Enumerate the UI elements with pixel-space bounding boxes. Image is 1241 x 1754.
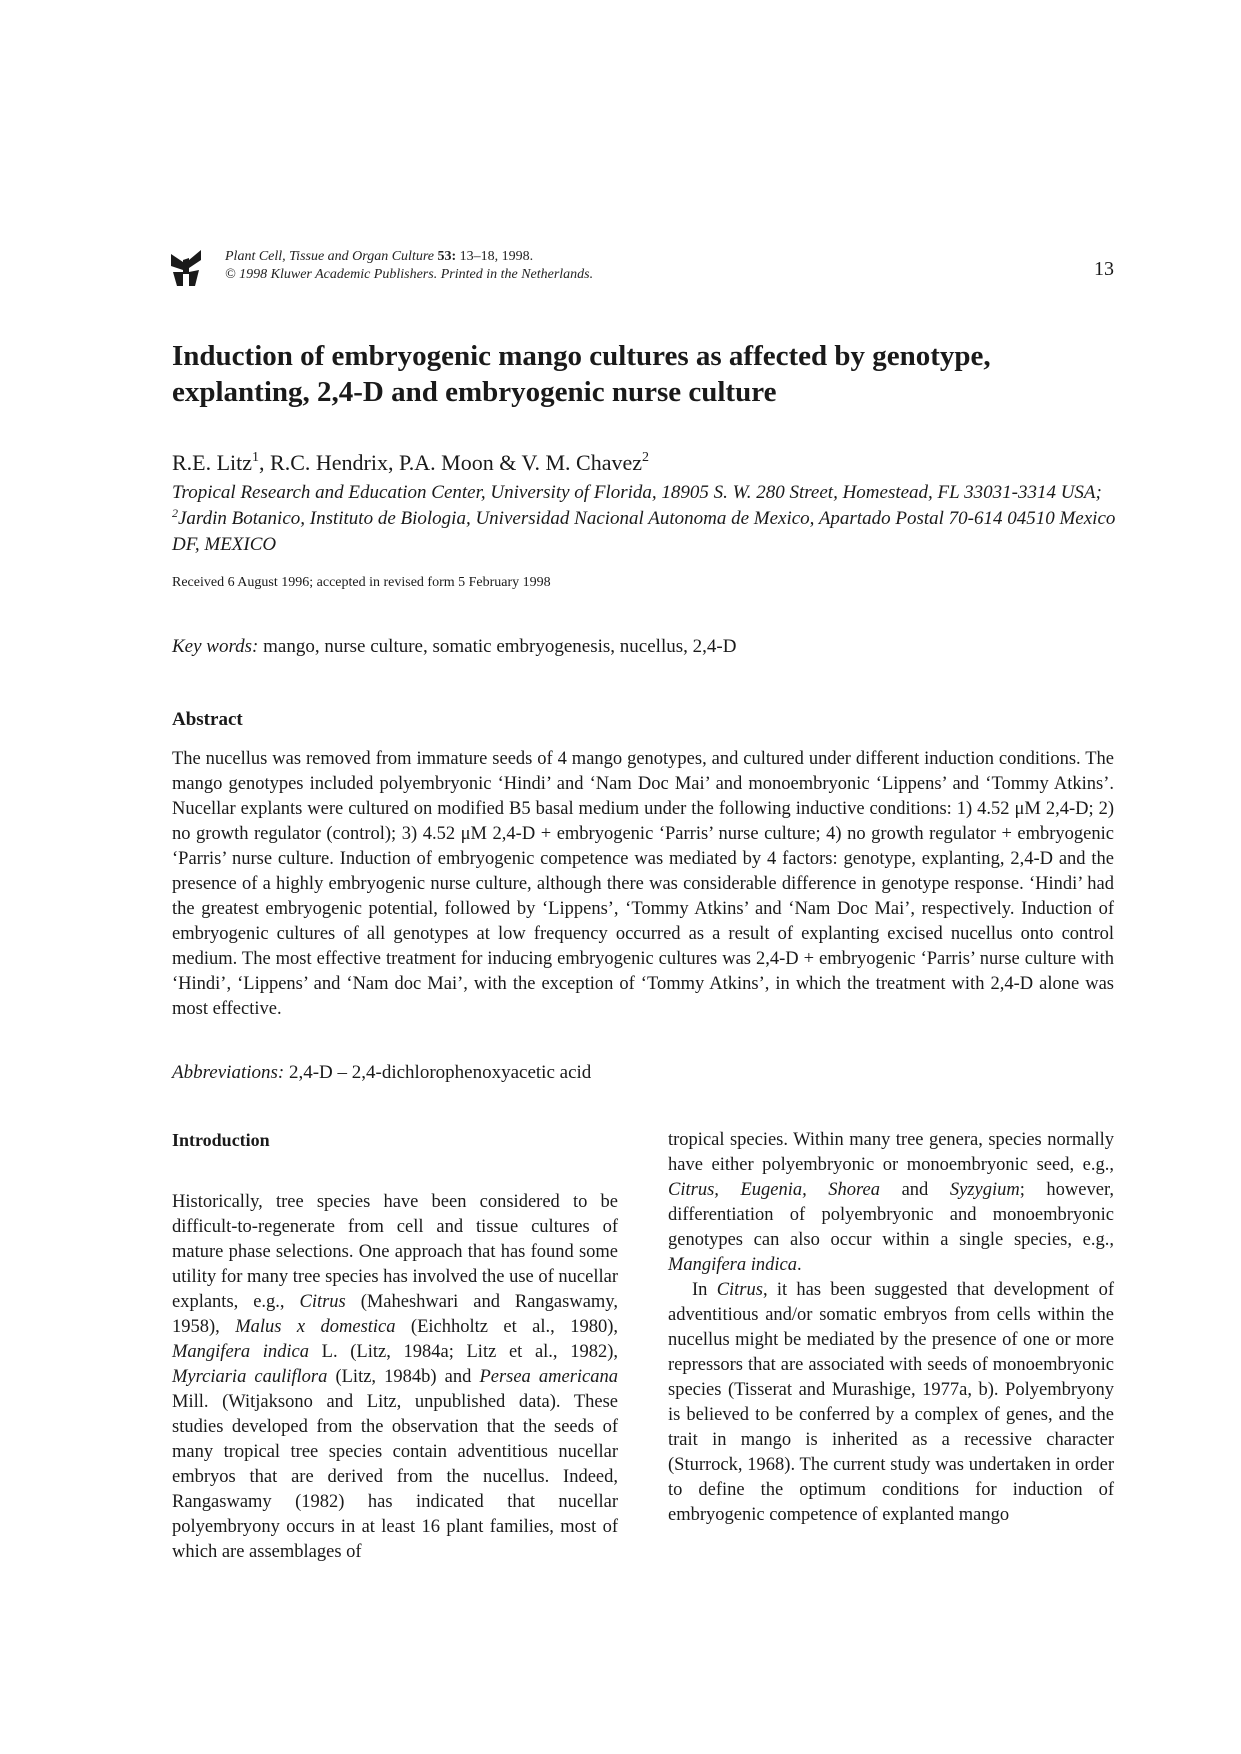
italic-run: Mangifera indica — [172, 1342, 310, 1362]
italic-run: Citrus, Eugenia, Shorea — [668, 1180, 881, 1200]
journal-pages: 13–18, 1998. — [459, 249, 534, 264]
author-1: R.E. Litz — [172, 450, 253, 475]
journal-line-1 — [225, 248, 593, 266]
keywords-text: mango, nurse culture, somatic embryogenesis, nucellus, 2,4-D — [263, 636, 737, 657]
author-4-superscript: 2 — [642, 450, 650, 465]
text-run: Mill. (Witjaksono and Litz, unpublished data). These studies developed from the observation that the seeds of many tropical tree species contain adventitious nucellar embryos that are derived from the nucellus. Indeed, Rangaswamy (1982) has indicated that nucellar polyembryony occurs in at least 16 plant families, most of which are assemblages of — [172, 1392, 618, 1562]
text-run: (Litz, 1984b) and — [327, 1367, 480, 1387]
page-number: 13 — [1094, 258, 1114, 280]
text-run: In — [692, 1280, 717, 1300]
abstract-heading: Abstract — [172, 709, 243, 730]
introduction-column-2 — [668, 1128, 1114, 1528]
italic-run: Myrciaria cauliflora — [172, 1367, 328, 1387]
text-run: ; however, differentiation of polyembryonic and monoembryonic genotypes can also occur within a single species, e.g., — [668, 1180, 1114, 1250]
journal-citation — [225, 248, 593, 284]
journal-name: Plant Cell, Tissue and Organ Culture — [225, 249, 434, 264]
text-run: (Eichholtz et al., 1980), — [395, 1317, 618, 1337]
journal-line-2 — [225, 266, 593, 284]
authors-rest: , R.C. Hendrix, P.A. Moon & V. M. Chavez — [259, 450, 643, 475]
text-run: Historically, tree species have been considered to be difficult-to-regenerate from cell and tissue cultures of mature phase selections. One approach that has found some utility for many tree species has involved the use of nucellar explants, e.g., — [172, 1192, 618, 1312]
publisher-logo-icon — [169, 248, 203, 288]
italic-run: Citrus — [716, 1280, 763, 1300]
italic-run: Malus x domestica — [235, 1317, 396, 1337]
received-dates: Received 6 August 1996; accepted in revised form 5 February 1998 — [172, 575, 551, 590]
text-run: (Maheshwari and Rangaswamy, 1958), — [172, 1292, 618, 1337]
copyright: © 1998 Kluwer Academic Publishers. — [225, 267, 438, 282]
printed-location: Printed in the Netherlands. — [440, 267, 594, 282]
text-run: , it has been suggested that development of adventitious and/or somatic embryos from cells within the nucellus might be mediated by the presence of one or more repressors that are associated with seeds of monoembryonic species (Tisserat and Murashige, 1977a, b). Polyembryony is believed to be conferred by a complex of genes, and the trait in mango is inherited as a recessive character (Sturrock, 1968). The current study was undertaken in order to define the optimum conditions for induction of embryogenic competence of explanted mango — [668, 1280, 1114, 1525]
keywords — [172, 636, 736, 658]
paragraph — [668, 1278, 1114, 1528]
italic-run: Persea americana — [479, 1367, 619, 1387]
italic-run: Mangifera indica — [668, 1255, 797, 1275]
article-title: Induction of embryogenic mango cultures as affected by genotype, explanting, 2,4-D and embryogenic nurse culture — [172, 340, 991, 408]
text-run: L. (Litz, 1984a; Litz et al., 1982), — [309, 1342, 619, 1362]
affiliation-2-superscript: 2 — [172, 506, 178, 520]
abbreviations — [172, 1062, 591, 1084]
introduction-heading: Introduction — [172, 1130, 270, 1150]
affiliation-1: Tropical Research and Education Center, University of Florida, 18905 S. W. 280 Street, Homestead, FL 33031-3314 USA; — [172, 482, 1102, 503]
author-1-superscript: 1 — [252, 450, 260, 465]
text-run: tropical species. Within many tree genera, species normally have either polyembryonic or monoembryonic seed, e.g., — [668, 1130, 1114, 1175]
text-run: and — [880, 1180, 950, 1200]
journal-volume: 53: — [437, 249, 457, 264]
keywords-label: Key words: — [172, 636, 259, 657]
abbreviations-label: Abbreviations: — [172, 1062, 285, 1083]
affiliations — [172, 480, 1122, 558]
italic-run: Syzygium — [949, 1180, 1020, 1200]
author-list — [172, 450, 649, 476]
text-run: . — [796, 1255, 802, 1275]
paragraph — [668, 1128, 1114, 1278]
abbreviations-text: 2,4-D – 2,4-dichlorophenoxyacetic acid — [288, 1062, 592, 1083]
introduction-column-1 — [172, 1190, 618, 1565]
affiliation-2: Jardin Botanico, Instituto de Biologia, Universidad Nacional Autonoma de Mexico, Apartado Postal 70-614 04510 Mexico DF, MEXICO — [172, 508, 1116, 555]
abstract-text: The nucellus was removed from immature seeds of 4 mango genotypes, and cultured under different induction conditions. The mango genotypes included polyembryonic ‘Hindi’ and ‘Nam Doc Mai’ and monoembryonic ‘Lippens’ and ‘Tommy Atkins’. Nucellar explants were cultured on modified B5 basal medium under the following inductive conditions: 1) 4.52 μM 2,4-D; 2) no growth regulator (control); 3) 4.52 μM 2,4-D + embryogenic ‘Parris’ nurse culture; 4) no growth regulator + embryogenic ‘Parris’ nurse culture. Induction of embryogenic competence was mediated by 4 factors: genotype, explanting, 2,4-D and the presence of a highly embryogenic nurse culture, although there was considerable difference in genotype response. ‘Hindi’ had the greatest embryogenic potential, followed by ‘Lippens’, ‘Tommy Atkins’ and ‘Nam Doc Mai’, respectively. Induction of embryogenic cultures of all genotypes at low frequency occurred as a result of explanting excised nucellus onto control medium. The most effective treatment for inducing embryogenic cultures was 2,4-D + embryogenic ‘Parris’ nurse culture with ‘Hindi’, ‘Lippens’ and ‘Nam doc Mai’, with the exception of ‘Tommy Atkins’, in which the treatment with 2,4-D alone was most effective. — [172, 749, 1114, 1019]
italic-run: Citrus — [299, 1292, 346, 1312]
